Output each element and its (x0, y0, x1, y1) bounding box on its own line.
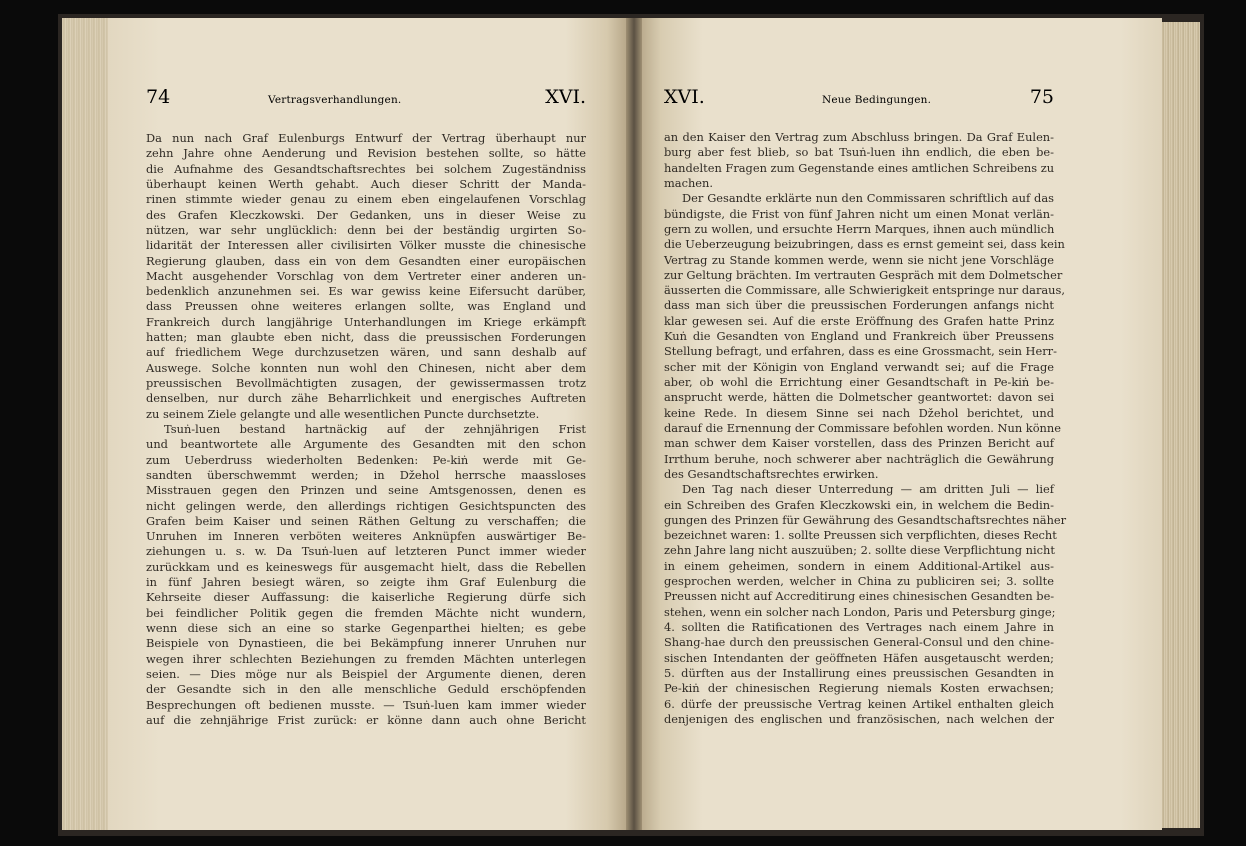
right-page-text (664, 130, 1067, 727)
left-page-number: 74 (146, 86, 171, 108)
text-line: Kuṅ die Gesandten von England und Frankreich über Preussens (664, 329, 1054, 344)
text-line: dass man sich über die preussischen Forderungen anfangs nicht (664, 298, 1054, 313)
text-line: seien. — Dies möge nur als Beispiel der Argumente dienen, deren (146, 666, 586, 681)
text-line: zurückkam und es keineswegs für ausgemacht hielt, dass die Rebellen (146, 559, 586, 574)
text-line: der Gesandte sich in den alle menschliche Geduld erschöpfenden (146, 682, 586, 697)
text-line: denjenigen des englischen und französischen, nach welchen der (664, 711, 1054, 726)
text-line: Auswege. Solche konnten nun wohl den Chinesen, nicht aber dem (146, 360, 586, 375)
text-line: bedenklich anzunehmen sei. Es war gewiss keine Eifersucht darüber, (146, 284, 586, 299)
text-line: gern zu wollen, und ersuchte Herrn Marques, ihnen auch mündlich (664, 221, 1055, 236)
text-line: nicht gelingen werde, den allerdings richtigen Gesichtspuncten des (146, 498, 586, 513)
text-line: 6. dürfe der preussische Vertrag keinen Artikel enthalten gleich (664, 696, 1054, 711)
left-chapter-number: XVI. (545, 86, 586, 108)
text-line: ansprucht werde, hätten die Dolmetscher geantwortet: davon sei (664, 390, 1054, 405)
text-line: des Gesandtschaftsrechtes erwirken. (664, 466, 879, 481)
left-page-edges (62, 18, 112, 830)
text-line: denselben, nur durch zähe Beharrlichkeit und energisches Auftreten (146, 391, 586, 406)
text-line: äusserten die Commissare, alle Schwierigkeit entspringe nur daraus, (664, 283, 1065, 298)
text-line: dass Preussen ohne weiteres erlangen sollte, was England und (146, 299, 586, 314)
text-line: darauf die Ernennung der Commissare befohlen worden. Nun könne (664, 420, 1061, 435)
left-page-text (146, 131, 586, 728)
text-line: gesprochen werden, welcher in China zu publiciren sei; 3. sollte (664, 574, 1054, 589)
left-page-header (146, 86, 586, 120)
text-line: handelten Fragen zum Gegenstande eines amtlichen Schreibens zu (664, 160, 1055, 175)
text-line: zu seinem Ziele gelangte und alle wesentlichen Puncte durchsetzte. (146, 406, 540, 421)
text-line: ziehungen u. s. w. Da Tsuṅ-luen auf letzteren Punct immer wieder (146, 544, 586, 559)
text-line: machen. (664, 175, 714, 190)
text-line: gungen des Prinzen für Gewährung des Gesandtschaftsrechtes näher (664, 512, 1067, 527)
text-line: rinen stimmte wieder genau zu einem eben eingelaufenen Vorschlag (146, 192, 586, 207)
text-line: bündigste, die Frist von fünf Jahren nicht um einen Monat verlän- (664, 206, 1054, 221)
text-line: preussischen Bevollmächtigten zusagen, der gewissermassen trotz (146, 376, 586, 390)
text-line: die Aufnahme des Gesandtschaftsrechtes bei solchem Zugeständniss (146, 161, 586, 176)
text-line: man schwer dem Kaiser vorstellen, dass des Prinzen Bericht auf (664, 436, 1054, 451)
text-line: Grafen beim Kaiser und seinen Räthen Geltung zu verschaffen; die (146, 513, 586, 528)
text-line: auf die zehnjährige Frist zurück: er könne dann auch ohne Bericht (146, 712, 586, 727)
text-line: Kehrseite dieser Auffassung: die kaiserliche Regierung dürfe sich (146, 590, 586, 605)
text-line: wenn diese sich an eine so starke Gegenparthei hielten; es gebe (146, 621, 586, 635)
right-running-title: Neue Bedingungen. (822, 94, 932, 106)
text-line: 4. sollten die Ratificationen des Vertrages nach einem Jahre in (664, 620, 1054, 634)
text-line: klar gewesen sei. Auf die erste Eröffnung des Grafen hatte Prinz (664, 313, 1054, 328)
text-line: zur Geltung brächten. Im vertrauten Gespräch mit dem Dolmetscher (664, 267, 1063, 282)
text-line: auf friedlichem Wege durchzusetzen wären, und sann deshalb auf (146, 345, 586, 360)
text-line: Shang-hae durch den preussischen General-Consul und den chine- (664, 635, 1054, 650)
text-line: burg aber fest blieb, so bat Tsuṅ-luen ihn endlich, die eben be- (664, 145, 1054, 160)
right-page-number: 75 (1029, 86, 1054, 108)
text-line: in fünf Jahren besiegt wären, so zeigte ihm Graf Eulenburg die (146, 575, 586, 590)
text-line: zum Ueberdruss wiederholten Bedenken: Pe-kiṅ werde mit Ge- (146, 452, 586, 467)
text-line: lidarität der Interessen aller civilisirten Völker musste die chinesische (146, 238, 586, 253)
text-line: wegen ihrer schlechten Beziehungen zu fremden Mächten unterlegen (146, 651, 586, 666)
right-page-header (664, 86, 1054, 120)
text-line: die Ueberzeugung beizubringen, dass es ernst gemeint sei, dass kein (664, 237, 1065, 252)
right-page-edges (1160, 22, 1200, 828)
text-line: Den Tag nach dieser Unterredung — am dritten Juli — lief (682, 482, 1054, 497)
text-line: Unruhen im Inneren verböten weiteres Anknüpfen auswärtiger Be- (146, 529, 586, 544)
text-line: nützen, war sehr unglücklich: denn bei der beständig urgirten So- (146, 222, 586, 237)
right-chapter-number: XVI. (664, 86, 705, 108)
text-line: an den Kaiser den Vertrag zum Abschluss bringen. Da Graf Eulen- (664, 130, 1054, 144)
text-line: Frankreich durch langjährige Unterhandlungen im Kriege erkämpft (146, 314, 586, 329)
text-line: des Grafen Kleczkowski. Der Gedanken, uns in dieser Weise zu (146, 207, 586, 222)
text-line: bei feindlicher Politik gegen die fremden Mächte nicht wundern, (146, 605, 586, 620)
text-line: sandten überschwemmt werden; in Džehol herrsche maassloses (146, 467, 586, 482)
text-line: Macht ausgehender Vorschlag von dem Vertreter einer anderen un- (146, 268, 586, 283)
text-line: Preussen nicht auf Accreditirung eines chinesischen Gesandten be- (664, 589, 1055, 604)
text-line: scher mit der Königin von England verwandt sei; auf die Frage (664, 359, 1054, 374)
text-line: Der Gesandte erklärte nun den Commissaren schriftlich auf das (682, 191, 1054, 206)
text-line: Beispiele von Dynastieen, die bei Bekämpfung innerer Unruhen nur (146, 636, 586, 651)
text-line: Misstrauen gegen den Prinzen und seine Amtsgenossen, denen es (146, 483, 586, 498)
book-gutter (626, 18, 642, 830)
text-line: zehn Jahre ohne Aenderung und Revision bestehen sollte, so hätte (146, 146, 586, 161)
text-line: Irrthum beruhe, noch schwerer aber nachträglich die Gewährung (664, 451, 1054, 466)
text-line: Pe-kiṅ der chinesischen Regierung niemals Kosten erwachsen; (664, 681, 1054, 696)
text-line: bezeichnet waren: 1. sollte Preussen sich verpflichten, dieses Recht (664, 528, 1057, 543)
text-line: stehen, wenn ein solcher nach London, Paris und Petersburg ginge; (664, 604, 1056, 619)
text-line: Vertrag zu Stande kommen werde, wenn sie nicht jene Vorschläge (664, 252, 1054, 267)
text-line: ein Schreiben des Grafen Kleczkowski ein, in welchem die Bedin- (664, 497, 1054, 512)
text-line: Regierung glauben, dass ein von dem Gesandten einer europäischen (146, 253, 586, 268)
text-line: 5. dürften aus der Installirung eines preussischen Gesandten in (664, 665, 1054, 680)
text-line: überhaupt keinen Werth gehabt. Auch dieser Schritt der Manda- (146, 176, 586, 191)
text-line: aber, ob wohl die Errichtung einer Gesandtschaft in Pe-kiṅ be- (664, 375, 1054, 389)
text-line: Stellung befragt, und erfahren, dass es eine Grossmacht, sein Herr- (664, 344, 1057, 359)
text-line: hatten; man glaubte eben nicht, dass die preussischen Forderungen (146, 330, 586, 345)
left-running-title: Vertragsverhandlungen. (268, 94, 402, 106)
text-line: sischen Intendanten der geöffneten Häfen ausgetauscht werden; (664, 650, 1054, 665)
text-line: zehn Jahre lang nicht auszuüben; 2. sollte diese Verpflichtung nicht (664, 543, 1055, 558)
text-line: keine Rede. In diesem Sinne sei nach Džehol berichtet, und (664, 405, 1054, 420)
text-line: Da nun nach Graf Eulenburgs Entwurf der Vertrag überhaupt nur (146, 131, 586, 145)
text-line: in einem geheimen, sondern in einem Additional-Artikel aus- (664, 558, 1054, 573)
text-line: Besprechungen oft bedienen musste. — Tsuṅ-luen kam immer wieder (146, 697, 586, 712)
text-line: und beantwortete alle Argumente des Gesandten mit den schon (146, 437, 586, 452)
text-line: Tsuṅ-luen bestand hartnäckig auf der zehnjährigen Frist (164, 421, 586, 436)
